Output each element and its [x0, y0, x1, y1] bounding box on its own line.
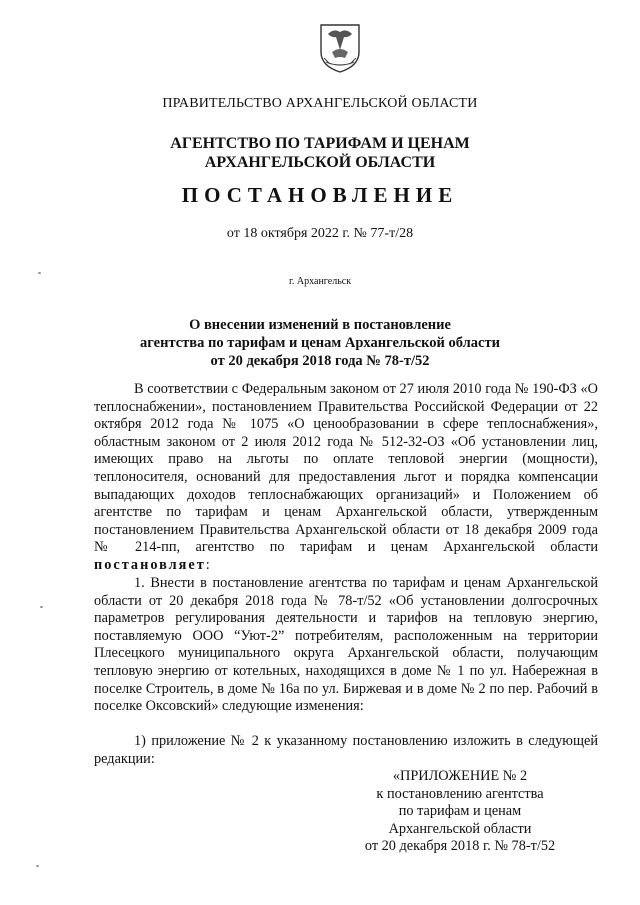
- scan-speck: [40, 606, 43, 608]
- document-subject: [0, 316, 640, 370]
- agency-title-line2: АРХАНГЕЛЬСКОЙ ОБЛАСТИ: [204, 154, 436, 171]
- subject-line2: агентства по тарифам и ценам Архангельской области: [140, 335, 500, 351]
- appendix-line1: «ПРИЛОЖЕНИЕ № 2: [392, 768, 528, 784]
- scan-speck: [38, 272, 41, 274]
- item-1-paragraph: 1. Внести в постановление агентства по тарифам и ценам Архангельской области от 20 декабря 2018 года № 78-т/52 «Об установлении долгосрочных параметров регулирования деятельности и тарифов на тепловую энергию, поставляемую ООО “Уют-2” потребителям, расположенным на территории Плесецкого муниципального округа Архангельской области, получающим тепловую энергию от котельных, находящихся в доме № 1 по ул. Набережная в поселке Строитель, в доме № 16а по ул. Биржевая и в доме № 2 по пер. Рабочий в поселке Оксовский» следующие изменения:: [94, 575, 598, 715]
- preamble-paragraph: В соответствии с Федеральным законом от 27 июля 2010 года № 190-ФЗ «О теплоснабжении», постановлением Правительства Российской Федерации от 22 октября 2012 года № 1075 «О ценообразовании в сфере теплоснабжения», областным законом от 2 июля 2012 года № 512-32-ОЗ «Об установлении лиц, имеющих право на льготы по оплате тепловой энергии (мощности), теплоносителя, оснований для предоставления льгот и порядка компенсации выпадающих доходов теплоснабжающих организаций» и Положением об агентстве по тарифам и ценам Архангельской области, утвержденным постановлением Правительства Архангельской области от 18 декабря 2009 года № 214-пп, агентство по тарифам и ценам Архангельской области постановляет:: [94, 381, 598, 573]
- appendix-line2: к постановлению агентства: [376, 785, 544, 802]
- preamble-text: В соответствии с Федеральным законом от 27 июля 2010 года № 190-ФЗ «О теплоснабжении», постановлением Правительства Российской Федерации от 22 октября 2012 года № 1075 «О ценообразовании в сфере теплоснабжения», областным законом от 2 июля 2012 года № 512-32-ОЗ «Об установлении лиц, имеющих право на льготы по оплате тепловой энергии (мощности), теплоносителя, оснований для предоставления льгот и порядка компенсации выпадающих доходов теплоснабжающих организаций» и Положением об агентстве по тарифам и ценам Архангельской области, утвержденным постановлением Правительства Архангельской области от 18 декабря 2009 года № 214-пп, агентство по тарифам и ценам Архангельской области: [94, 381, 598, 556]
- subject-line1: О внесении изменений в постановление: [189, 317, 451, 333]
- scan-speck: [36, 865, 39, 867]
- document-type: ПОСТАНОВЛЕНИЕ: [181, 183, 459, 207]
- document-city: г. Архангельск: [288, 276, 352, 287]
- government-title: ПРАВИТЕЛЬСТВО АРХАНГЕЛЬСКОЙ ОБЛАСТИ: [162, 96, 478, 111]
- agency-title: [0, 134, 640, 172]
- subject-line3: от 20 декабря 2018 года № 78-т/52: [210, 353, 430, 369]
- subitem-1-paragraph: 1) приложение № 2 к указанному постановлению изложить в следующей редакции:: [94, 733, 598, 767]
- appendix-heading: [340, 768, 580, 856]
- document-date-number: от 18 октября 2022 г. № 77-т/28: [226, 226, 414, 241]
- appendix-line3: по тарифам и ценам: [398, 803, 522, 820]
- resolves-word: постановляет: [94, 556, 206, 573]
- appendix-line5: от 20 декабря 2018 г. № 78-т/52: [364, 838, 556, 855]
- agency-title-line1: АГЕНТСТВО ПО ТАРИФАМ И ЦЕНАМ: [170, 135, 470, 152]
- coat-of-arms-icon: [318, 22, 362, 74]
- appendix-line4: Архангельской области: [388, 820, 532, 837]
